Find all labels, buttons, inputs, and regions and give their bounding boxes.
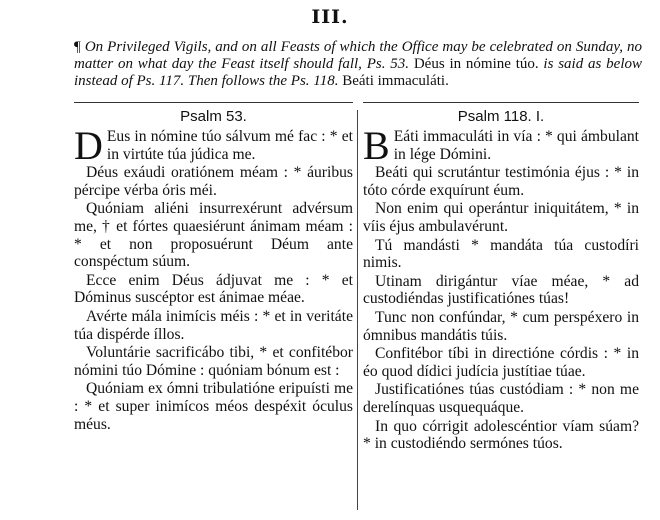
psalm-53-column	[74, 108, 353, 434]
pilcrow: ¶	[74, 39, 81, 55]
verse: B Eáti immaculáti in vía : * qui ámbulant in lége Dómini.	[363, 123, 639, 168]
verse: Tú mandásti * mandáta túa custodíri nimis.	[363, 236, 639, 272]
verse: Ecce enim Déus ádjuvat me : * et Dóminus suscéptor est ánimae méae.	[74, 271, 353, 307]
verse: Déus exáudi oratiónem méam : * áuribus pércipe vérba óris méi.	[74, 164, 353, 199]
rubric-paragraph	[74, 39, 642, 90]
verse: Confitébor tíbi in directióne córdis : * in éo quod dídici judícia justítiae túae.	[363, 345, 639, 380]
verse: Non enim qui operántur iniquitátem, * in víis éjus ambulavérunt.	[363, 200, 639, 235]
rubric-incipit-2: Beáti immaculáti.	[338, 73, 449, 89]
verse: Voluntárie sacrificábo tibi, * et confitébor nómini túo Dómine : quóniam bónum est :	[74, 344, 353, 379]
verse: Tunc non confúndar, * cum perspéxero in ómnibus mandátis túis.	[363, 308, 639, 344]
rubric-text-2: is said as below instead of Ps. 117. Then follows the Ps. 118.	[74, 56, 642, 89]
column-divider	[357, 110, 358, 510]
verse: Quóniam aliéni insurrexérunt advérsum me, † et fórtes quaesiérunt ánimam méam : * et non proposuérunt Déum ante conspéctum súum.	[74, 200, 353, 271]
verse: Quóniam ex ómni tribulatióne eripuísti me : * et super inimícos méos despéxit óculus méus.	[74, 380, 353, 433]
right-header-rule	[363, 102, 639, 103]
left-header-rule	[74, 102, 353, 103]
rubric-text-1: On Privileged Vigils, and on all Feasts of which the Office may be celebrated on Sunday, no matter on what day the Feast itself should fall, Ps. 53.	[74, 39, 642, 72]
drop-cap: D	[74, 123, 103, 168]
verse: Avérte mála inimícis méis : * et in veritáte túa dispérde íllos.	[74, 307, 353, 343]
verse: Beáti qui scrutántur testimónia éjus : * in tóto córde exquírunt éum.	[363, 164, 639, 199]
rubric-incipit-1: Déus in nómine túo.	[409, 56, 539, 72]
verse: D Eus in nómine túo sálvum mé fac : * et in virtúte túa júdica me.	[74, 123, 353, 168]
verse: In quo córrigit adolescéntior víam súam? * in custodiéndo sermónes túos.	[363, 417, 639, 453]
verse: Utinam dirigántur víae méae, * ad custodiéndas justificatiónes túas!	[363, 272, 639, 308]
psalm-118-heading: Psalm 118. I.	[457, 108, 545, 125]
verse: Justificatiónes túas custódiam : * non me derelínquas usquequáque.	[363, 381, 639, 416]
psalm-118-column	[363, 108, 639, 454]
page-number: III.	[311, 6, 349, 28]
psalm-53-heading: Psalm 53.	[180, 108, 247, 125]
drop-cap: B	[363, 123, 390, 168]
